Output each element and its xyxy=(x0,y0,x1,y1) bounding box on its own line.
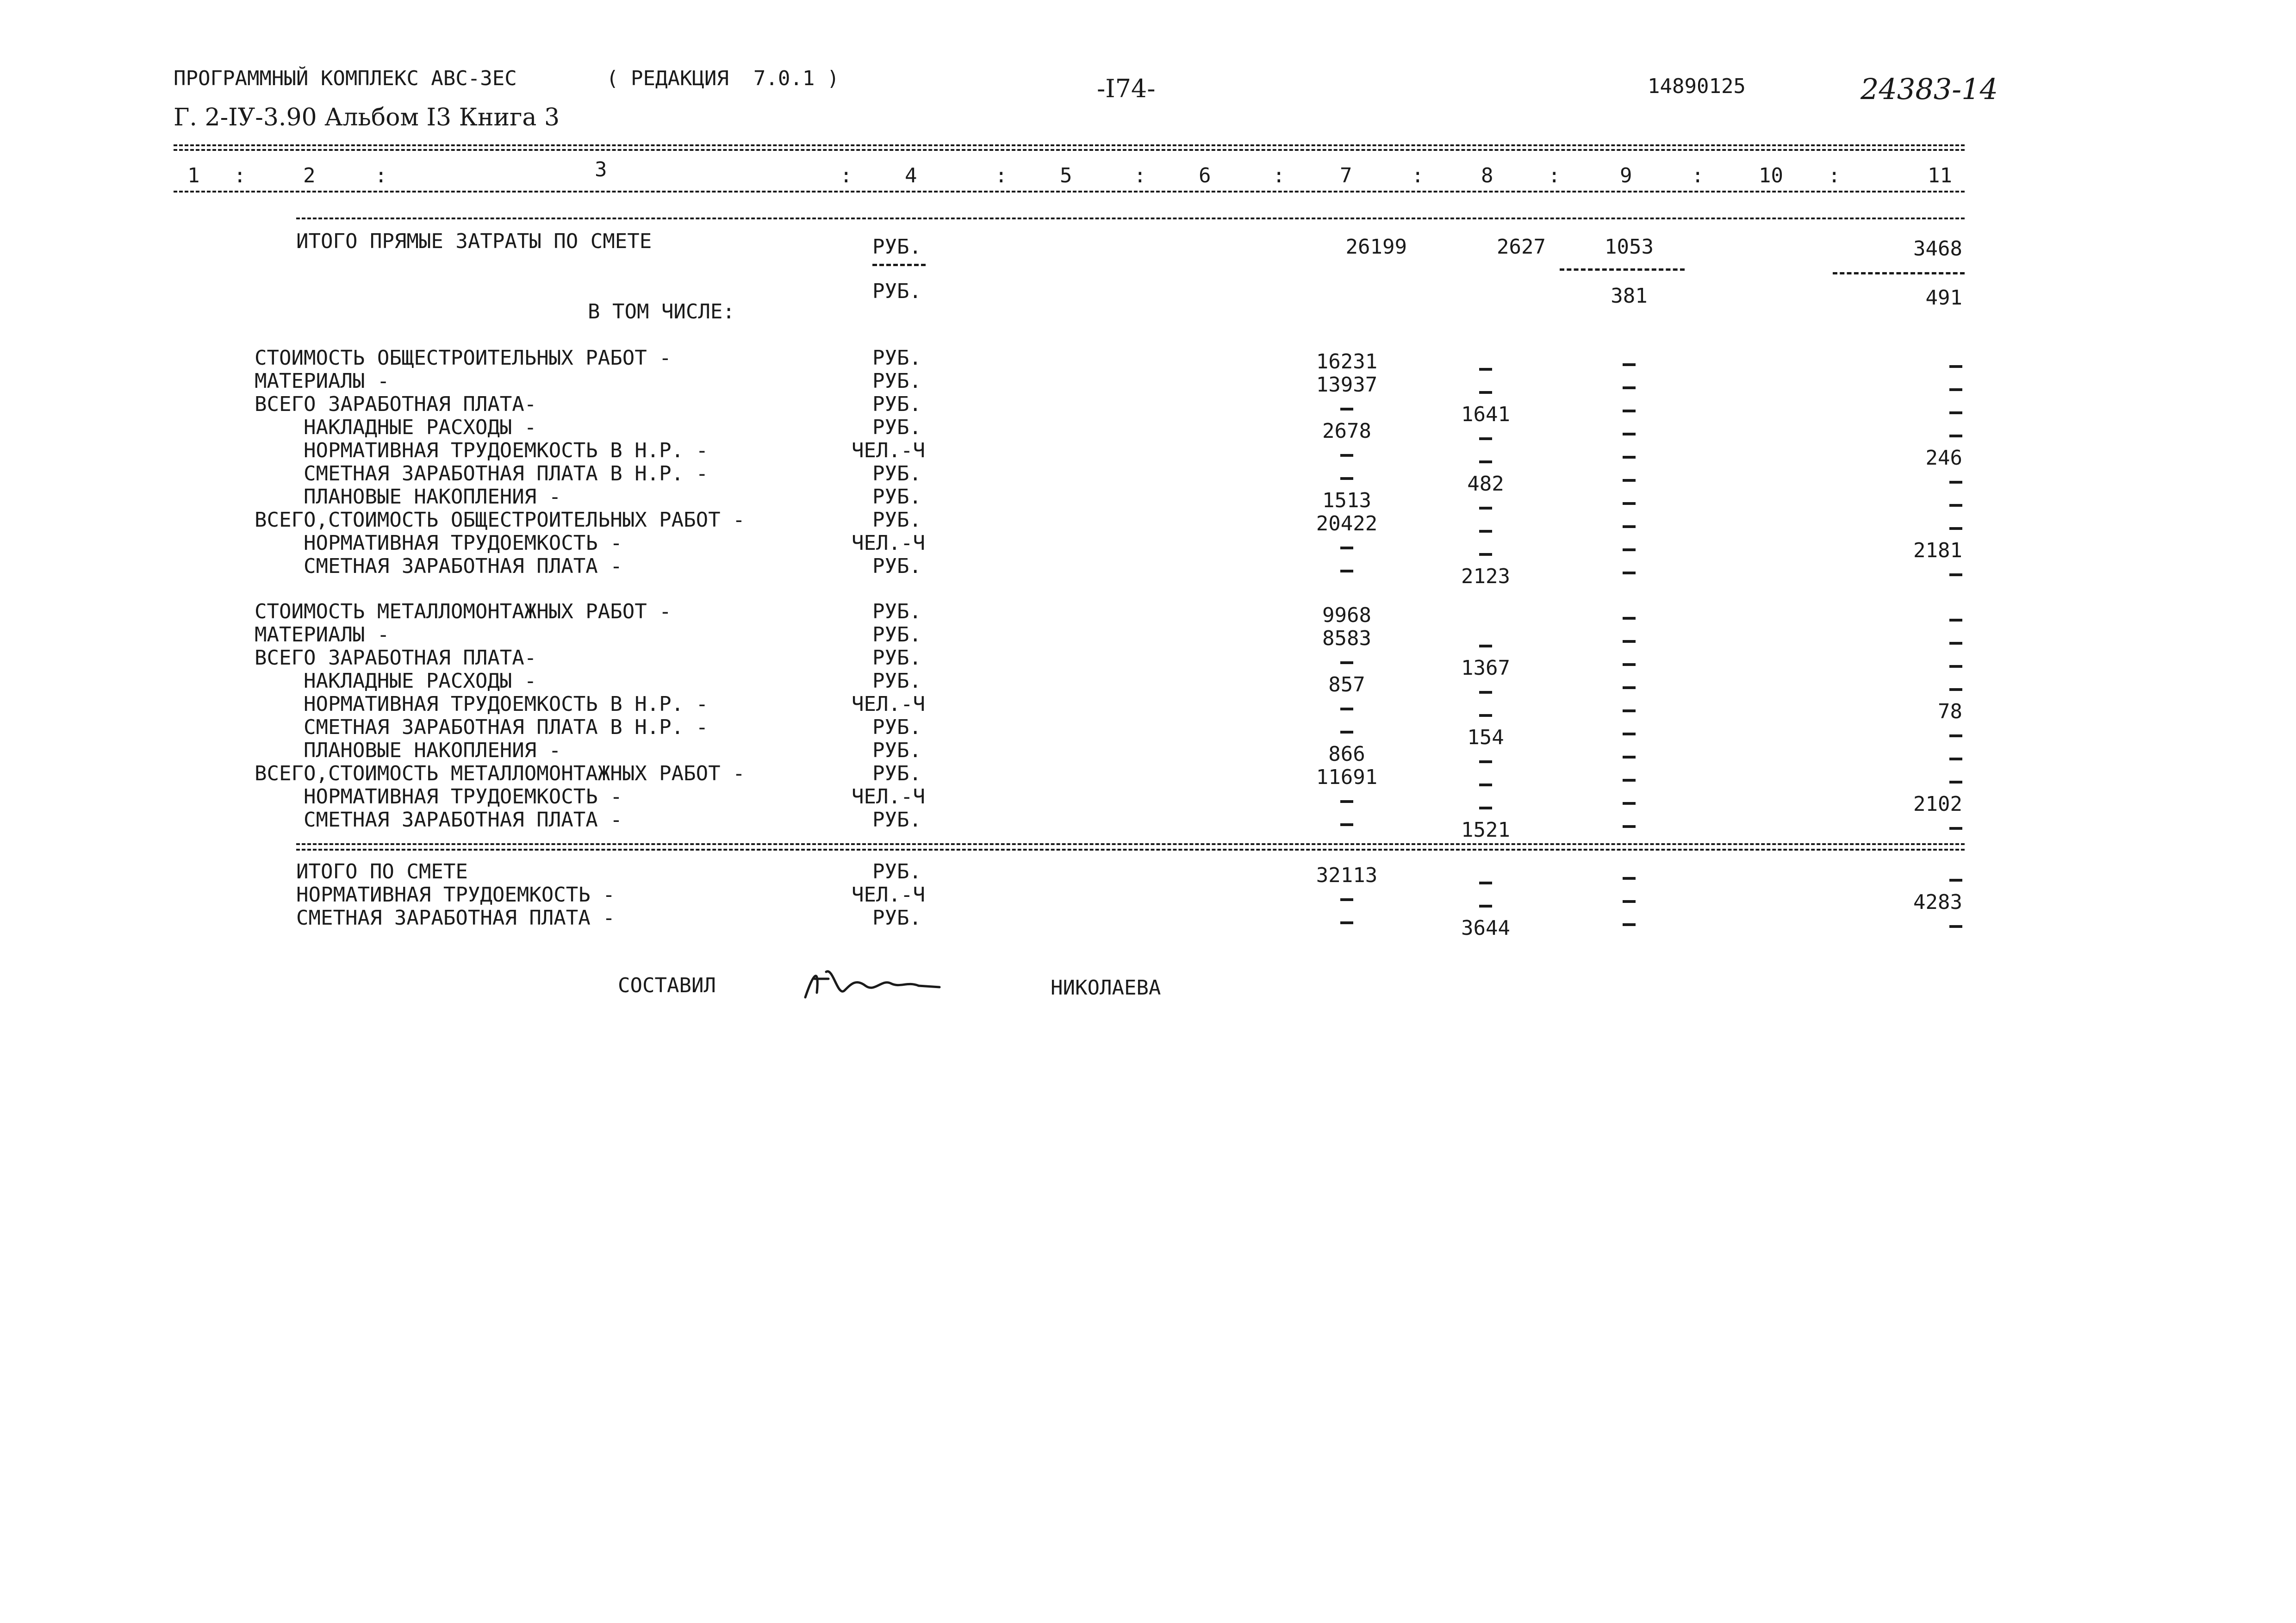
row-c9 xyxy=(1560,815,1699,836)
row-c7 xyxy=(1287,698,1407,718)
row-c9 xyxy=(1560,400,1699,420)
row-label: ВСЕГО ЗАРАБОТНАЯ ПЛАТА- xyxy=(255,646,537,670)
row-label: СМЕТНАЯ ЗАРАБОТНАЯ ПЛАТА - xyxy=(255,554,622,578)
dash-mark xyxy=(1623,548,1636,551)
column-separator: : xyxy=(995,164,1008,187)
direct-costs-label: ИТОГО ПРЯМЫЕ ЗАТРАТЫ ПО СМЕТЕ xyxy=(296,230,652,253)
dash-mark xyxy=(1949,781,1962,784)
row-c9 xyxy=(1560,769,1699,790)
row-label: НОРМАТИВНАЯ ТРУДОЕМКОСТЬ - xyxy=(255,785,622,808)
row-c8 xyxy=(1425,681,1546,702)
row-label: СТОИМОСТЬ МЕТАЛЛОМОНТАЖНЫХ РАБОТ - xyxy=(255,600,672,623)
row-c9 xyxy=(1560,446,1699,466)
row-c7: 8583 xyxy=(1322,627,1371,650)
row-c9 xyxy=(1560,630,1699,651)
column-header-8: 8 xyxy=(1481,164,1493,187)
column-header-11: 11 xyxy=(1928,164,1952,187)
row-label: СТОИМОСТЬ ОБЩЕСТРОИТЕЛЬНЫХ РАБОТ - xyxy=(255,346,672,370)
row-c7: 32113 xyxy=(1316,864,1378,887)
row-c9 xyxy=(1560,469,1699,490)
dash-mark xyxy=(1623,923,1636,926)
row-c9 xyxy=(1560,723,1699,743)
dash-mark xyxy=(1949,688,1962,691)
dash-mark xyxy=(1479,391,1492,394)
document-number: 24383-14 xyxy=(1860,72,1998,106)
row-unit: РУБ. xyxy=(872,392,921,416)
row-c8: 482 xyxy=(1467,472,1504,496)
row-c7: 20422 xyxy=(1316,512,1378,535)
dash-mark xyxy=(1949,758,1962,760)
dash-mark xyxy=(1949,665,1962,668)
dash-mark xyxy=(1623,640,1636,643)
column-separator: : xyxy=(1692,164,1704,187)
row-c7 xyxy=(1287,398,1407,418)
dash-mark xyxy=(1479,905,1492,908)
row-c11: 2181 xyxy=(1913,539,1962,562)
row-label: СМЕТНАЯ ЗАРАБОТНАЯ ПЛАТА В Н.Р. - xyxy=(255,715,709,739)
row-c8 xyxy=(1425,358,1546,379)
row-c11: 4283 xyxy=(1913,890,1962,914)
direct-costs-c7: 26199 xyxy=(1345,235,1407,259)
dash-mark xyxy=(1479,460,1492,463)
dash-mark xyxy=(1340,408,1353,410)
dash-mark xyxy=(1949,411,1962,414)
row-c11 xyxy=(1833,517,1962,538)
dash-mark xyxy=(1623,433,1636,435)
document-code: 14890125 xyxy=(1648,75,1746,98)
row-unit: РУБ. xyxy=(872,416,921,439)
row-unit: РУБ. xyxy=(872,369,921,393)
row-c9 xyxy=(1560,914,1699,934)
dash-mark xyxy=(1623,900,1636,903)
direct-costs-c9: 1053 xyxy=(1605,235,1654,259)
row-c9 xyxy=(1560,677,1699,697)
row-c7 xyxy=(1287,790,1407,811)
row-label: ИТОГО ПО СМЕТЕ xyxy=(296,860,468,883)
row-unit: РУБ. xyxy=(872,646,921,670)
row-c9 xyxy=(1560,516,1699,536)
dash-mark xyxy=(1623,502,1636,505)
row-c7: 866 xyxy=(1328,742,1365,766)
dash-mark xyxy=(1340,898,1353,901)
row-label: НОРМАТИВНАЯ ТРУДОЕМКОСТЬ В Н.Р. - xyxy=(255,692,709,716)
program-name: ПРОГРАММНЫЙ КОМПЛЕКС АВС-3ЕС xyxy=(174,67,517,90)
row-unit: ЧЕЛ.-Ч xyxy=(852,531,925,555)
row-c11 xyxy=(1833,494,1962,515)
row-c7 xyxy=(1287,444,1407,465)
dash-mark xyxy=(1623,386,1636,389)
row-c9 xyxy=(1560,867,1699,888)
row-c7: 1513 xyxy=(1322,489,1371,512)
header-rule-top xyxy=(174,144,1965,146)
dash-mark xyxy=(1949,734,1962,737)
row-c9 xyxy=(1560,492,1699,513)
row-c8: 2123 xyxy=(1461,565,1510,588)
row-c8 xyxy=(1425,381,1546,402)
row-c8 xyxy=(1425,635,1546,655)
dash-mark xyxy=(1623,779,1636,782)
row-c7: 9968 xyxy=(1322,603,1371,627)
row-label: НОРМАТИВНАЯ ТРУДОЕМКОСТЬ В Н.Р. - xyxy=(255,439,709,462)
including-label: В ТОМ ЧИСЛЕ: xyxy=(588,300,735,323)
row-c7 xyxy=(1287,560,1407,580)
dash-mark xyxy=(1949,827,1962,830)
dash-mark xyxy=(1623,733,1636,735)
column-header-3: 3 xyxy=(595,158,607,181)
row-c8: 3644 xyxy=(1461,916,1510,940)
row-c11 xyxy=(1833,725,1962,745)
compiler-name: НИКОЛАЕВА xyxy=(1051,976,1161,1000)
row-label: НОРМАТИВНАЯ ТРУДОЕМКОСТЬ - xyxy=(255,531,622,555)
dash-mark xyxy=(1949,365,1962,368)
column-separator: : xyxy=(375,164,387,187)
dash-mark xyxy=(1949,481,1962,484)
row-c8 xyxy=(1425,751,1546,771)
row-c8 xyxy=(1425,520,1546,541)
dash-mark xyxy=(1949,527,1962,530)
row-c8: 1521 xyxy=(1461,818,1510,842)
row-c8: 154 xyxy=(1467,726,1504,749)
row-c9 xyxy=(1560,423,1699,443)
dash-mark xyxy=(1479,760,1492,763)
row-c8: 1641 xyxy=(1461,403,1510,426)
dash-mark xyxy=(1949,619,1962,622)
row-label: СМЕТНАЯ ЗАРАБОТНАЯ ПЛАТА - xyxy=(255,808,622,832)
dash-mark xyxy=(1340,570,1353,572)
row-c11 xyxy=(1833,632,1962,653)
row-c7 xyxy=(1287,652,1407,672)
compiled-by-label: СОСТАВИЛ xyxy=(618,974,716,997)
dash-mark xyxy=(1623,617,1636,620)
row-label: СМЕТНАЯ ЗАРАБОТНАЯ ПЛАТА В Н.Р. - xyxy=(255,462,709,485)
row-c8 xyxy=(1425,543,1546,564)
row-unit: РУБ. xyxy=(872,715,921,739)
row-c9 xyxy=(1560,890,1699,911)
column-separator: : xyxy=(1273,164,1285,187)
header-rule-top-2 xyxy=(174,149,1965,151)
row-c11 xyxy=(1833,425,1962,445)
row-unit: РУБ. xyxy=(872,600,921,623)
dash-mark xyxy=(1949,504,1962,507)
row-c8 xyxy=(1425,872,1546,892)
dash-mark xyxy=(1949,388,1962,391)
row-unit: РУБ. xyxy=(872,739,921,762)
row-c11: 2102 xyxy=(1913,792,1962,816)
row-label: НОРМАТИВНАЯ ТРУДОЕМКОСТЬ - xyxy=(296,883,615,907)
row-c11 xyxy=(1833,471,1962,491)
totals-rule xyxy=(296,843,1965,845)
dash-mark xyxy=(1949,879,1962,882)
dash-mark xyxy=(1623,663,1636,666)
dash-mark xyxy=(1340,661,1353,664)
dash-mark xyxy=(1949,925,1962,928)
direct-costs-c9-rule xyxy=(1560,268,1685,271)
dash-mark xyxy=(1479,437,1492,440)
direct-costs-c8: 2627 xyxy=(1497,235,1546,259)
dash-mark xyxy=(1623,479,1636,482)
row-label: ВСЕГО,СТОИМОСТЬ ОБЩЕСТРОИТЕЛЬНЫХ РАБОТ - xyxy=(255,508,745,532)
row-unit: РУБ. xyxy=(872,346,921,370)
row-c9 xyxy=(1560,539,1699,559)
row-c9 xyxy=(1560,377,1699,397)
row-c8: 1367 xyxy=(1461,656,1510,680)
row-c9 xyxy=(1560,653,1699,674)
dash-mark xyxy=(1623,363,1636,366)
row-c7 xyxy=(1287,889,1407,909)
column-header-5: 5 xyxy=(1060,164,1072,187)
row-unit: ЧЕЛ.-Ч xyxy=(852,785,925,808)
dash-mark xyxy=(1340,547,1353,549)
row-label: ВСЕГО,СТОИМОСТЬ МЕТАЛЛОМОНТАЖНЫХ РАБОТ - xyxy=(255,762,745,785)
direct-costs-c9b: 381 xyxy=(1611,284,1648,308)
row-unit: РУБ. xyxy=(872,554,921,578)
direct-costs-c11-rule xyxy=(1833,272,1965,274)
row-unit: РУБ. xyxy=(872,623,921,647)
dash-mark xyxy=(1340,477,1353,480)
row-unit: РУБ. xyxy=(872,462,921,485)
dash-mark xyxy=(1623,877,1636,880)
row-c8 xyxy=(1425,797,1546,817)
row-label: ВСЕГО ЗАРАБОТНАЯ ПЛАТА- xyxy=(255,392,537,416)
dash-mark xyxy=(1949,435,1962,437)
column-header-6: 6 xyxy=(1199,164,1211,187)
row-label: МАТЕРИАЛЫ - xyxy=(255,369,390,393)
dash-mark xyxy=(1949,642,1962,645)
header-rule-bottom-2 xyxy=(296,218,1965,219)
column-separator: : xyxy=(234,164,246,187)
header-rule-bottom xyxy=(174,191,1965,193)
dash-mark xyxy=(1949,573,1962,576)
row-c11 xyxy=(1833,402,1962,422)
row-c8 xyxy=(1425,451,1546,471)
dash-mark xyxy=(1623,686,1636,689)
direct-costs-unit-2: РУБ. xyxy=(872,280,921,303)
row-label: ПЛАНОВЫЕ НАКОПЛЕНИЯ - xyxy=(255,739,561,762)
row-c9 xyxy=(1560,746,1699,766)
dash-mark xyxy=(1340,454,1353,457)
signature-icon xyxy=(801,965,949,1007)
row-label: НАКЛАДНЫЕ РАСХОДЫ - xyxy=(255,669,537,693)
program-edition: ( РЕДАКЦИЯ 7.0.1 ) xyxy=(606,67,840,90)
row-label: СМЕТНАЯ ЗАРАБОТНАЯ ПЛАТА - xyxy=(296,906,615,930)
row-c11 xyxy=(1833,869,1962,889)
row-c9 xyxy=(1560,700,1699,720)
column-separator: : xyxy=(1412,164,1424,187)
dash-mark xyxy=(1623,572,1636,574)
row-c11 xyxy=(1833,564,1962,584)
column-separator: : xyxy=(840,164,852,187)
row-c11 xyxy=(1833,817,1962,838)
row-c7: 16231 xyxy=(1316,350,1378,373)
dash-mark xyxy=(1623,802,1636,805)
dash-mark xyxy=(1623,709,1636,712)
dash-mark xyxy=(1623,825,1636,828)
row-c9 xyxy=(1560,562,1699,582)
dash-mark xyxy=(1479,368,1492,371)
row-c11 xyxy=(1833,771,1962,791)
row-c7: 13937 xyxy=(1316,373,1378,397)
row-unit: РУБ. xyxy=(872,508,921,532)
column-header-1: 1 xyxy=(187,164,200,187)
row-c11 xyxy=(1833,655,1962,676)
row-unit: РУБ. xyxy=(872,906,921,930)
dash-mark xyxy=(1479,645,1492,647)
dash-mark xyxy=(1340,800,1353,803)
row-c8 xyxy=(1425,428,1546,448)
row-c7 xyxy=(1287,467,1407,488)
row-c11: 78 xyxy=(1938,700,1962,723)
dash-mark xyxy=(1479,714,1492,717)
column-header-10: 10 xyxy=(1759,164,1783,187)
row-c7 xyxy=(1287,912,1407,932)
direct-costs-unit-rule xyxy=(872,264,926,266)
row-unit: РУБ. xyxy=(872,485,921,509)
dash-mark xyxy=(1623,525,1636,528)
row-c11 xyxy=(1833,379,1962,399)
direct-costs-unit: РУБ. xyxy=(872,235,921,259)
row-c11 xyxy=(1833,915,1962,936)
document-subtitle: Г. 2-IУ-3.90 Альбом I3 Книга 3 xyxy=(174,104,560,131)
dash-mark xyxy=(1623,756,1636,759)
dash-mark xyxy=(1340,731,1353,734)
direct-costs-c11: 3468 xyxy=(1913,237,1962,261)
row-c9 xyxy=(1560,792,1699,813)
row-c9 xyxy=(1560,354,1699,374)
dash-mark xyxy=(1623,456,1636,459)
row-unit: ЧЕЛ.-Ч xyxy=(852,692,925,716)
dash-mark xyxy=(1479,553,1492,556)
dash-mark xyxy=(1479,530,1492,533)
row-c8 xyxy=(1425,774,1546,794)
row-c7 xyxy=(1287,721,1407,741)
column-separator: : xyxy=(1828,164,1841,187)
row-c11: 246 xyxy=(1925,446,1962,470)
column-header-7: 7 xyxy=(1340,164,1352,187)
page-number: -I74- xyxy=(1097,74,1156,103)
column-header-4: 4 xyxy=(905,164,917,187)
row-c7: 857 xyxy=(1328,673,1365,696)
row-c11 xyxy=(1833,678,1962,699)
dash-mark xyxy=(1479,784,1492,786)
dash-mark xyxy=(1479,691,1492,694)
dash-mark xyxy=(1340,708,1353,710)
row-label: ПЛАНОВЫЕ НАКОПЛЕНИЯ - xyxy=(255,485,561,509)
row-unit: РУБ. xyxy=(872,669,921,693)
dash-mark xyxy=(1623,410,1636,412)
dash-mark xyxy=(1340,921,1353,924)
dash-mark xyxy=(1479,807,1492,809)
row-unit: ЧЕЛ.-Ч xyxy=(852,439,925,462)
direct-costs-c11b: 491 xyxy=(1925,286,1962,310)
row-label: МАТЕРИАЛЫ - xyxy=(255,623,390,647)
column-header-9: 9 xyxy=(1620,164,1632,187)
row-c7 xyxy=(1287,814,1407,834)
dash-mark xyxy=(1479,507,1492,510)
column-header-2: 2 xyxy=(303,164,316,187)
row-c11 xyxy=(1833,355,1962,376)
dash-mark xyxy=(1479,882,1492,884)
row-c8 xyxy=(1425,704,1546,725)
row-c11 xyxy=(1833,748,1962,768)
row-label: НАКЛАДНЫЕ РАСХОДЫ - xyxy=(255,416,537,439)
column-separator: : xyxy=(1548,164,1561,187)
row-c7: 2678 xyxy=(1322,419,1371,443)
row-c8 xyxy=(1425,497,1546,517)
row-c7 xyxy=(1287,537,1407,557)
row-c7: 11691 xyxy=(1316,765,1378,789)
row-unit: ЧЕЛ.-Ч xyxy=(852,883,925,907)
row-unit: РУБ. xyxy=(872,762,921,785)
dash-mark xyxy=(1340,823,1353,826)
column-separator: : xyxy=(1134,164,1146,187)
row-c8 xyxy=(1425,895,1546,915)
row-unit: РУБ. xyxy=(872,808,921,832)
row-unit: РУБ. xyxy=(872,860,921,883)
row-c9 xyxy=(1560,607,1699,628)
row-c11 xyxy=(1833,609,1962,629)
totals-rule-2 xyxy=(296,849,1965,851)
